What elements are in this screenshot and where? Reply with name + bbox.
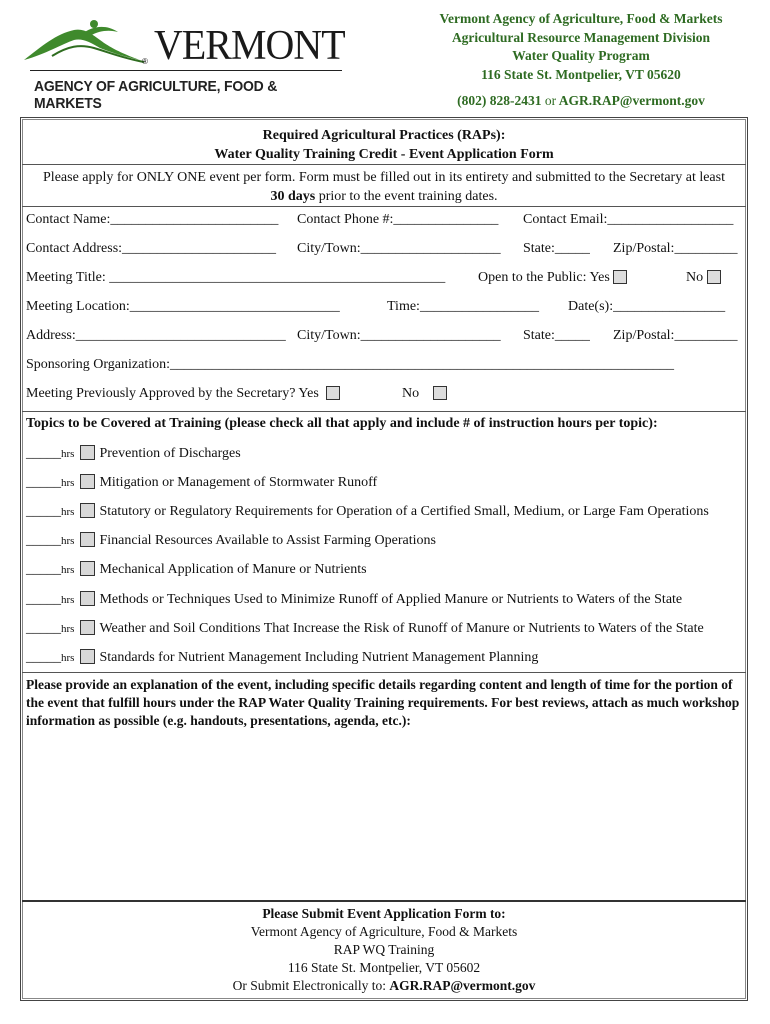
divider xyxy=(22,164,746,165)
registered-mark: ® xyxy=(142,57,148,66)
instructions-notice: Please apply for ONLY ONE event per form. Form must be filled out in its entirety and submitted to the Secretary at least 30 days prior to the event training dates. xyxy=(43,170,725,204)
topic-row[interactable] xyxy=(26,561,367,578)
city-town-field[interactable]: City/Town:____________________ xyxy=(297,328,501,343)
hrs-label: hrs xyxy=(61,448,75,460)
email-link[interactable]: AGR.RAP@vermont.gov xyxy=(558,93,705,108)
hours-blank[interactable]: _____ xyxy=(26,562,61,578)
explanation-textarea[interactable] xyxy=(26,740,742,898)
meeting-location-field[interactable]: Meeting Location:______________________________ xyxy=(26,299,340,314)
explanation-prompt: Please provide an explanation of the event, including specific details regarding content and length of time for the portion of the event that fulfill hours under the RAP Water Quality Training requirements. For best reviews, attach as much workshop information as possible (e.g. handouts, presentations, agenda, etc.): xyxy=(26,677,740,728)
topic-label: Methods or Techniques Used to Minimize Runoff of Applied Manure or Nutrients to Waters of the State xyxy=(99,591,683,607)
topic-checkbox[interactable] xyxy=(80,532,95,547)
contact-line: (802) 828-2431 or AGR.RAP@vermont.gov xyxy=(457,93,705,108)
contact-email-field[interactable]: Contact Email:__________________ xyxy=(523,212,734,227)
hrs-label: hrs xyxy=(61,593,75,606)
topic-label: Weather and Soil Conditions That Increase the Risk of Runoff of Manure or Nutrients to Waters of the State xyxy=(99,620,704,636)
topic-row[interactable] xyxy=(26,532,436,549)
topic-label: Prevention of Discharges xyxy=(99,446,241,461)
topics-heading: Topics to be Covered at Training (please check all that apply and include # of instruction hours per topic): xyxy=(26,416,658,431)
contact-phone-field[interactable]: Contact Phone #:_______________ xyxy=(297,212,499,227)
hrs-label: hrs xyxy=(61,535,75,548)
contact-address-field[interactable]: Contact Address:______________________ xyxy=(26,241,277,256)
topic-row[interactable] xyxy=(26,591,682,608)
state-field[interactable]: State:_____ xyxy=(523,241,590,256)
divider xyxy=(22,411,746,412)
hours-blank[interactable]: _____ xyxy=(26,533,61,549)
city-town-field[interactable]: City/Town:____________________ xyxy=(297,241,501,256)
hrs-label: hrs xyxy=(61,506,75,519)
no-checkbox[interactable] xyxy=(433,386,447,400)
hours-blank[interactable]: _____ xyxy=(26,446,61,461)
topic-row[interactable] xyxy=(26,649,538,666)
address-line: 116 State St. Montpelier, VT 05620 xyxy=(481,66,681,82)
topic-row[interactable] xyxy=(26,445,241,462)
prev-approved-yes[interactable]: Meeting Previously Approved by the Secretary? Yes xyxy=(26,386,340,402)
hrs-label: hrs xyxy=(61,651,75,664)
dates-field[interactable]: Date(s):________________ xyxy=(568,299,726,314)
topic-checkbox[interactable] xyxy=(80,591,95,606)
open-public-yes[interactable]: Open to the Public: Yes xyxy=(478,270,627,286)
submit-instructions: Please Submit Event Application Form to: Vermont Agency of Agriculture, Food & Markets RAP WQ Training 116 State St. Montpelier, VT 05602 Or Submit Electronically to: AGR.RAP@vermont.gov xyxy=(232,906,536,993)
address-line: Agricultural Resource Management Division xyxy=(451,29,711,45)
hours-blank[interactable]: _____ xyxy=(26,649,61,665)
zip-field[interactable]: Zip/Postal:_________ xyxy=(613,328,738,343)
hrs-label: hrs xyxy=(61,622,75,635)
phone-number: (802) 828-2431 xyxy=(457,93,542,108)
address-line: Water Quality Program xyxy=(512,48,650,63)
logo-divider xyxy=(30,70,342,71)
prev-approved-no[interactable]: No xyxy=(402,386,447,402)
divider xyxy=(22,206,746,207)
topic-checkbox[interactable] xyxy=(80,474,95,489)
state-field[interactable]: State:_____ xyxy=(523,328,590,343)
topic-row[interactable] xyxy=(26,474,377,491)
topic-checkbox[interactable] xyxy=(80,620,95,635)
logo-subtitle: AGENCY OF AGRICULTURE, FOOD & MARKETS xyxy=(34,78,278,112)
no-checkbox[interactable] xyxy=(707,270,721,284)
logo-wordmark: VERMONT xyxy=(154,23,345,69)
topic-row[interactable] xyxy=(26,620,704,637)
yes-checkbox[interactable] xyxy=(326,386,340,400)
address-line: Vermont Agency of Agriculture, Food & Markets xyxy=(439,11,723,26)
topic-label: Mechanical Application of Manure or Nutrients xyxy=(99,562,367,578)
yes-checkbox[interactable] xyxy=(613,270,627,284)
hours-blank[interactable]: _____ xyxy=(26,475,61,491)
topic-label: Statutory or Regulatory Requirements for Operation of a Certified Small, Medium, or Large Fam Operations xyxy=(99,504,709,520)
topic-row[interactable] xyxy=(26,503,709,520)
contact-name-field[interactable]: Contact Name:________________________ xyxy=(26,212,279,227)
time-field[interactable]: Time:_________________ xyxy=(387,299,539,314)
hrs-label: hrs xyxy=(61,564,75,577)
open-public-no[interactable]: No xyxy=(686,270,721,286)
form-title: Required Agricultural Practices (RAPs): Water Quality Training Credit - Event Application Form xyxy=(214,128,554,162)
topic-checkbox[interactable] xyxy=(80,503,95,518)
zip-field[interactable]: Zip/Postal:_________ xyxy=(613,241,738,256)
topic-checkbox[interactable] xyxy=(80,561,95,576)
hrs-label: hrs xyxy=(61,477,75,490)
hours-blank[interactable]: _____ xyxy=(26,504,61,520)
sponsoring-org-field[interactable]: Sponsoring Organization:________________________________________________________________________ xyxy=(26,357,675,372)
divider xyxy=(22,672,746,673)
hours-blank[interactable]: _____ xyxy=(26,620,61,636)
topic-label: Standards for Nutrient Management Including Nutrient Management Planning xyxy=(99,649,539,665)
topic-checkbox[interactable] xyxy=(80,649,95,664)
submit-email-link[interactable]: AGR.RAP@vermont.gov xyxy=(389,978,536,993)
topic-label: Financial Resources Available to Assist Farming Operations xyxy=(99,533,436,549)
topic-checkbox[interactable] xyxy=(80,445,95,460)
agency-address-block xyxy=(416,10,746,111)
topic-label: Mitigation or Management of Stormwater Runoff xyxy=(99,475,378,491)
address-field[interactable]: Address:______________________________ xyxy=(26,328,286,343)
meeting-title-field[interactable]: Meeting Title: ________________________________________________ xyxy=(26,270,446,285)
hours-blank[interactable]: _____ xyxy=(26,591,61,607)
divider xyxy=(22,900,746,902)
agency-logo xyxy=(22,16,352,112)
mountain-logo-icon xyxy=(22,16,152,76)
